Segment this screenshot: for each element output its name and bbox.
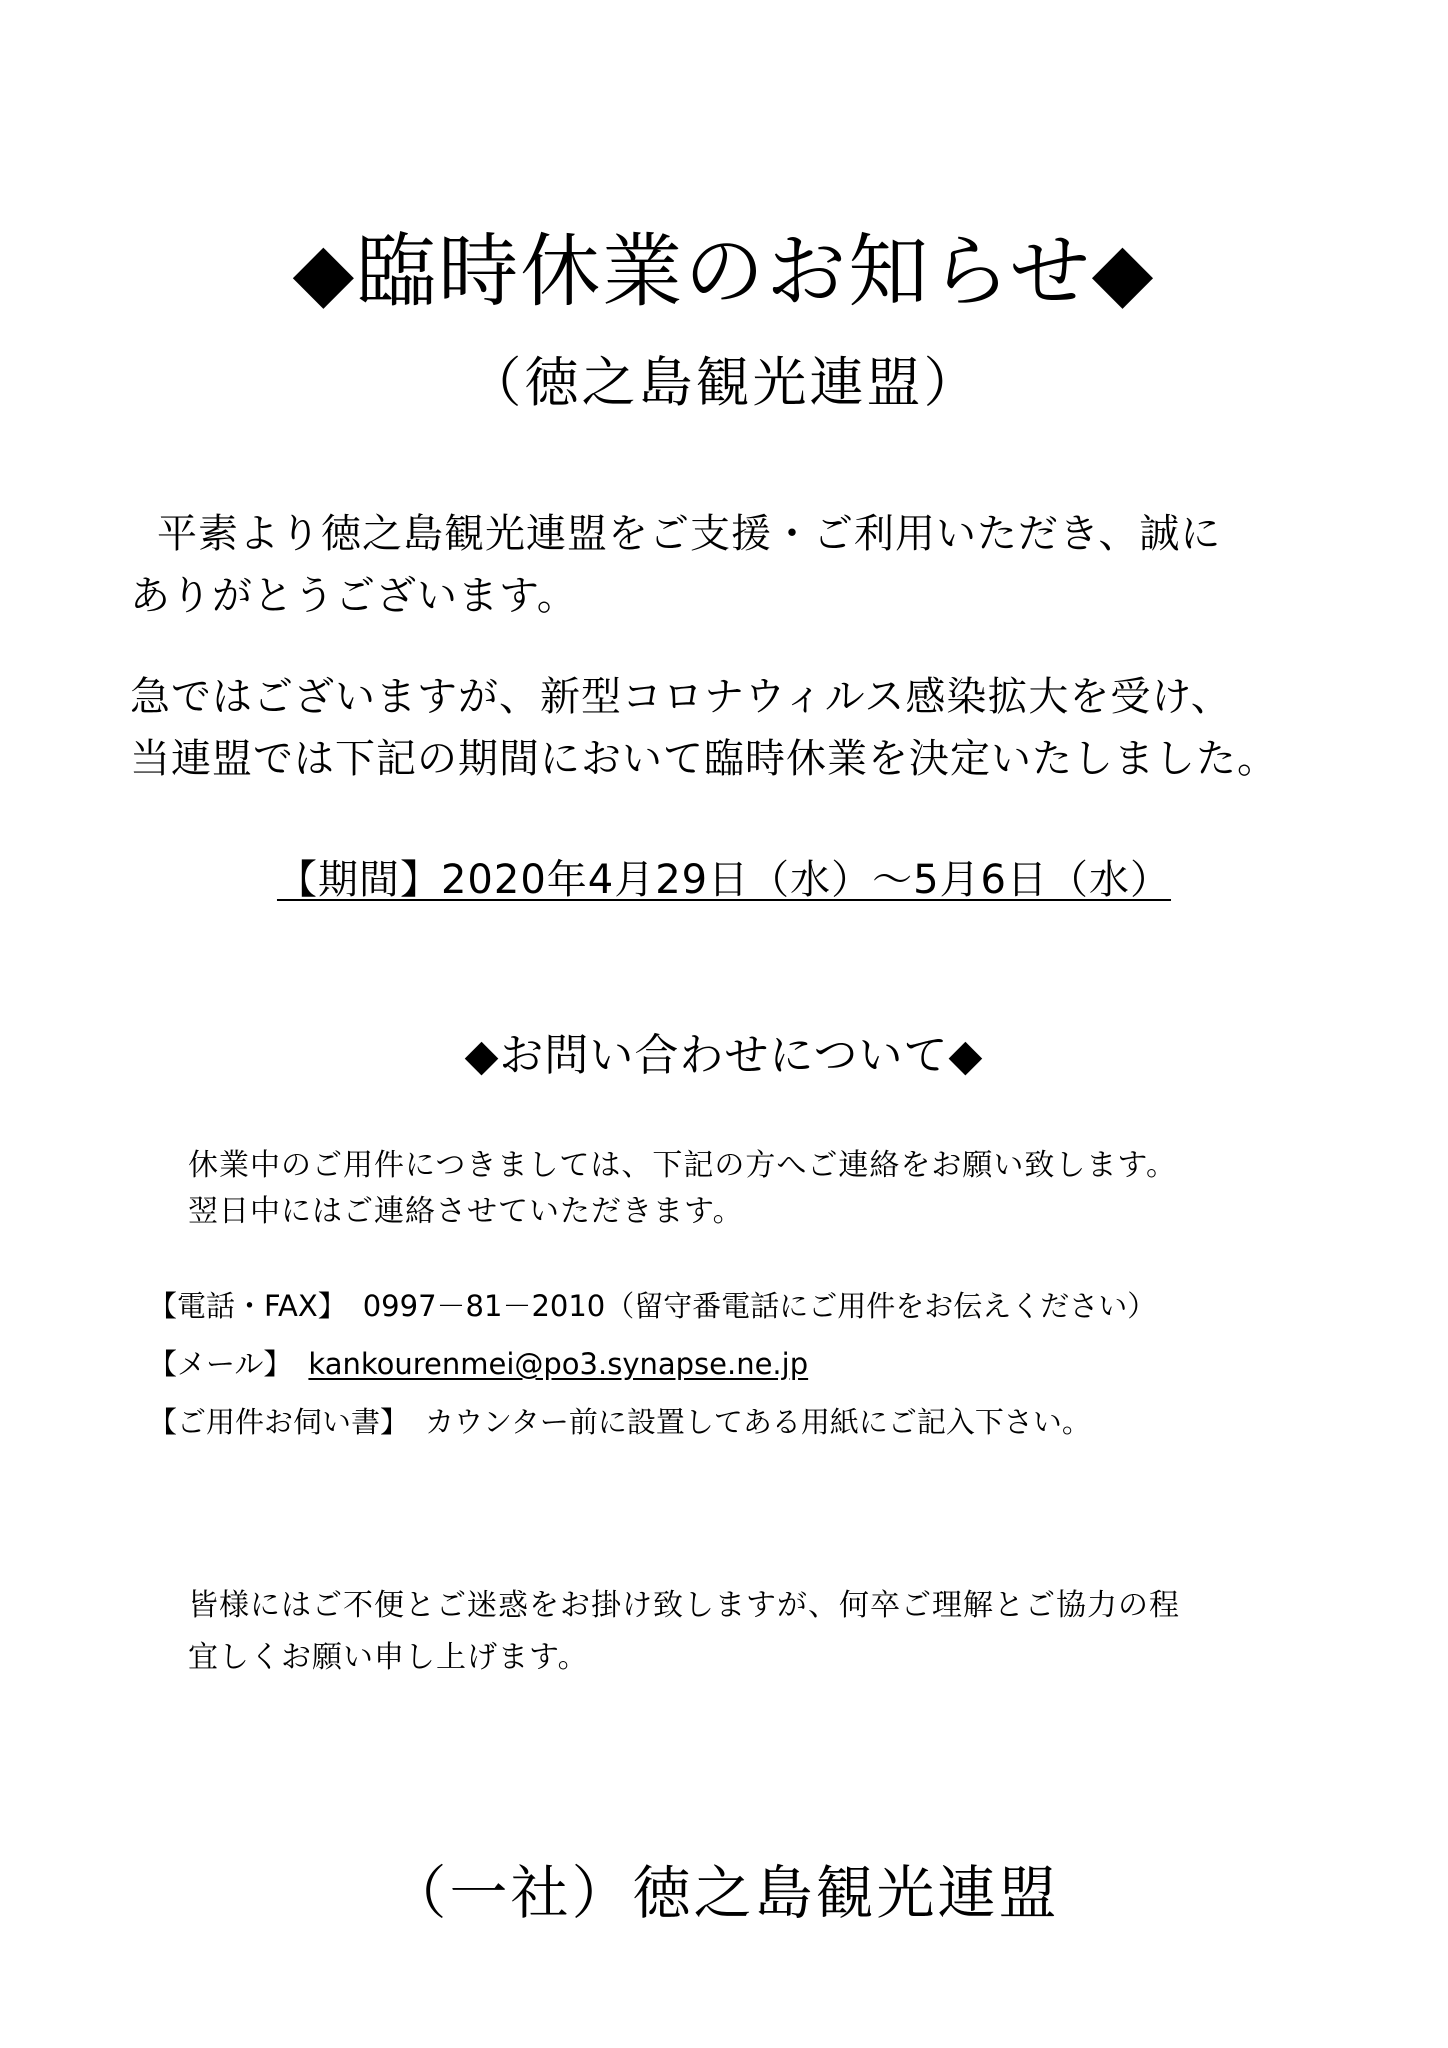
phone-value: 0997－81－2010（留守番電話にご用件をお伝えください） (362, 1289, 1157, 1323)
contact-line-2: 翌日中にはご連絡させていただきます。 (188, 1194, 744, 1229)
announcement-line-2: 当連盟では下記の期間において臨時休業を決定いたしました。 (130, 736, 1278, 782)
closure-period (0, 854, 1448, 906)
form-label: 【ご用件お伺い書】 (148, 1405, 410, 1439)
contact-heading: ◆お問い合わせについて◆ (464, 1030, 984, 1081)
form-info (148, 1402, 1091, 1442)
closing-line-2: 宜しくお願い申し上げます。 (188, 1640, 589, 1675)
phone-info (148, 1286, 1156, 1326)
announcement-line-1: 急ではございますが、新型コロナウィルス感染拡大を受け、 (130, 674, 1232, 720)
form-value: カウンター前に設置してある用紙にご記入下さい。 (425, 1405, 1091, 1439)
closure-period-text: 【期間】2020年4月29日（水）～5月6日（水） (276, 857, 1172, 903)
contact-line-1: 休業中のご用件につきましては、下記の方へご連絡をお願い致します。 (188, 1148, 1177, 1183)
phone-label: 【電話・FAX】 (148, 1289, 347, 1323)
organization-signature: （一社）徳之島観光連盟 (388, 1859, 1060, 1927)
mail-label: 【メール】 (148, 1347, 293, 1381)
intro-line-1: 平素より徳之島観光連盟をご支援・ご利用いただき、誠に (157, 511, 1222, 557)
mail-info (148, 1344, 808, 1384)
closing-line-1: 皆様にはご不便とご迷惑をお掛け致しますが、何卒ご理解とご協力の程 (188, 1588, 1180, 1623)
intro-line-2: ありがとうございます。 (130, 573, 578, 619)
email-link[interactable]: kankourenmei@po3.synapse.ne.jp (308, 1347, 809, 1381)
notice-subtitle: （徳之島観光連盟） (467, 351, 981, 414)
notice-title: ◆臨時休業のお知らせ◆ (292, 225, 1156, 318)
